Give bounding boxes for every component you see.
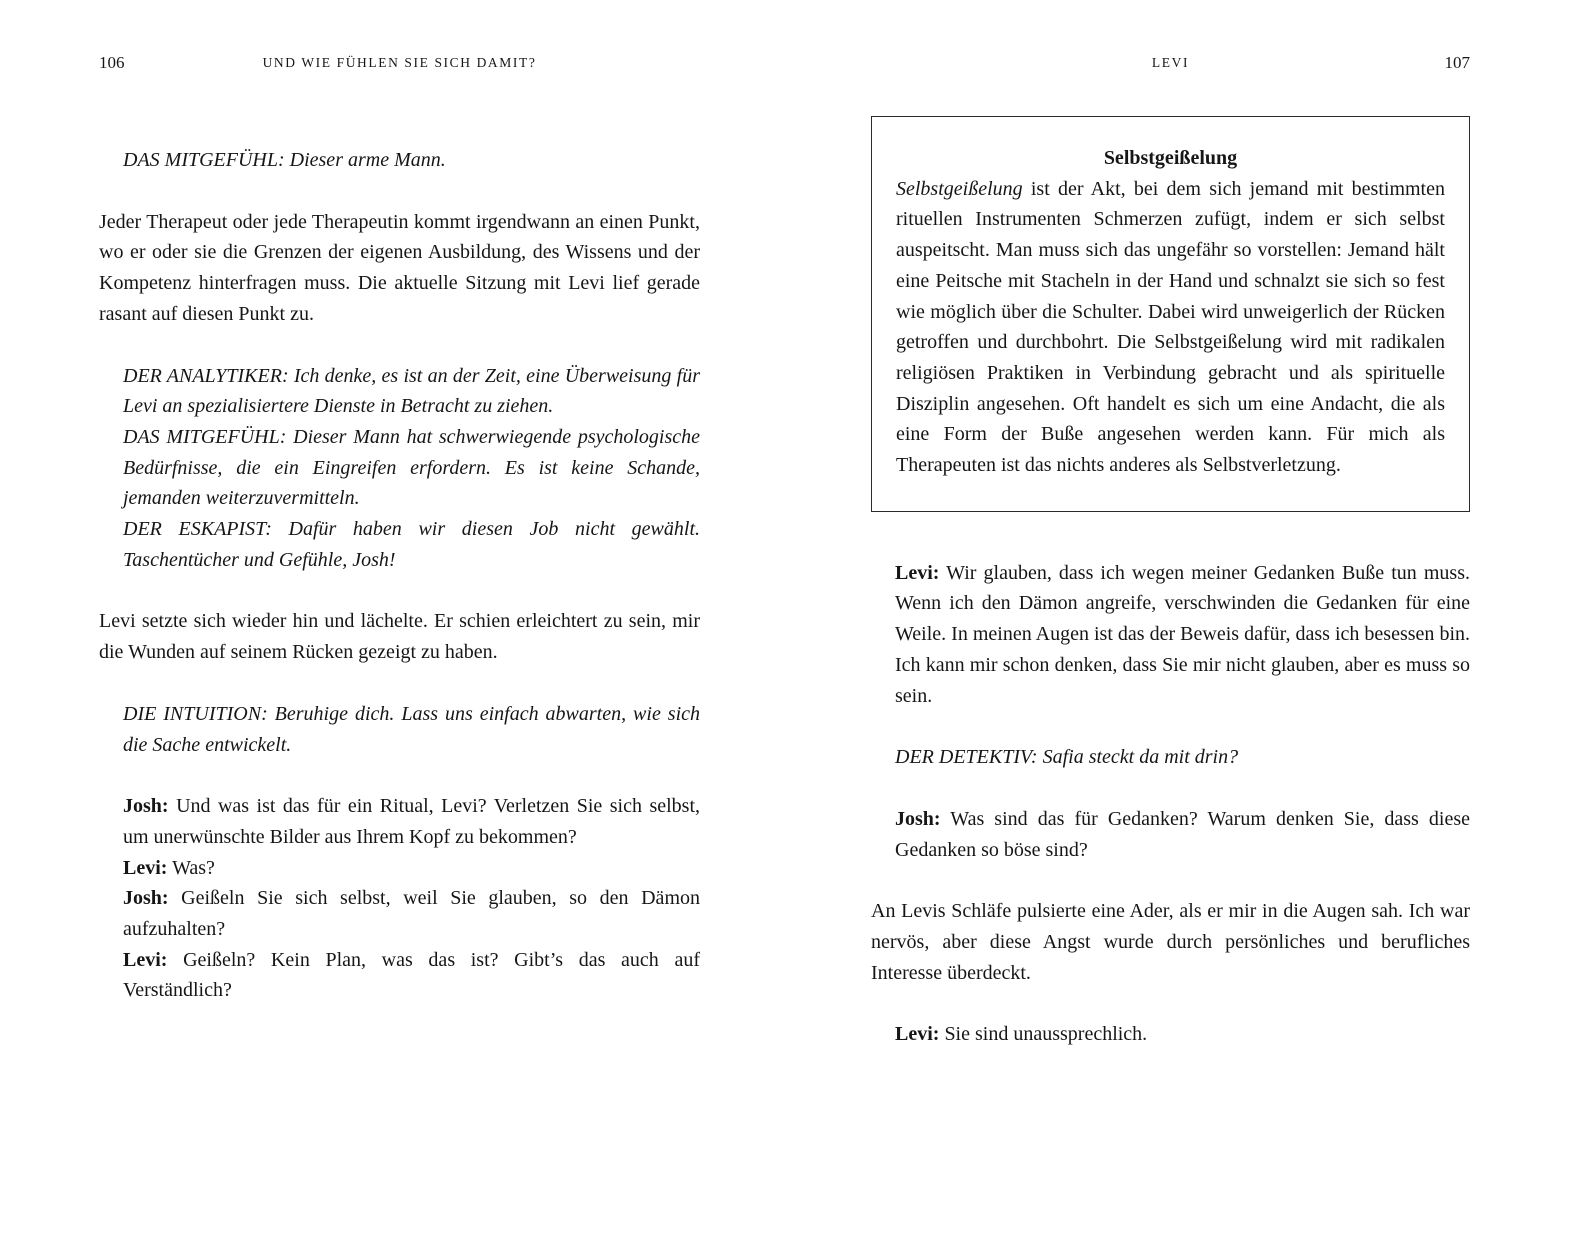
info-box-lead-italic: Selbstgeißelung [896,177,1023,200]
dialogue-line [123,883,700,944]
dialogue-line [123,945,700,1006]
dialogue-block [871,1019,1470,1050]
dialogue-text: Sie sind unaussprechlich. [944,1023,1148,1046]
dialogue-line [895,804,1470,865]
left-page-content [99,74,700,1006]
dialogue-text: Was? [172,856,215,879]
right-page [871,0,1470,1050]
paragraph-text: Levi setzte sich wieder hin und lächelte. Er schien erleichtert zu sein, mir die Wunden auf seinem Rücken gezeigt zu haben. [99,610,700,664]
inner-voice-block [871,742,1470,773]
inner-voice-line: DIE INTUITION: Beruhige dich. Lass uns einfach abwarten, wie sich die Sache entwickelt. [123,702,700,756]
paragraph-text: Jeder Therapeut oder jede Therapeutin kommt irgendwann an einen Punkt, wo er oder sie die Grenzen der eigenen Ausbildung, des Wissens und der Kompetenz hinterfragen muss. Die aktuelle Sitzung mit Levi lief gerade rasant auf diesen Punkt zu. [99,210,700,325]
right-page-number: 107 [1444,53,1470,72]
info-box-text: ist der Akt, bei dem sich jemand mit bestimmten rituellen Instrumenten Schmerzen zufügt, indem er sich selbst auspeitscht. Man muss sich das ungefähr so vorstellen: Jemand hält eine Peitsche mit Stacheln in der Hand und schnalzt sie sich so fest wie möglich über die Schulter. Dabei wird unweigerlich der Rücken getroffen und durchbohrt. Die Selbstgeißelung wird mit radikalen religiösen Praktiken in Verbindung gebracht und als spirituelle Disziplin angesehen. Oft handelt es sich um eine Andacht, die als eine Form der Buße angesehen werden kann. Für mich als Therapeuten ist das nichts anderes als Selbstverletzung. [896,177,1445,477]
dialogue-text: Wir glauben, dass ich wegen meiner Gedanken Buße tun muss. Wenn ich den Dämon angreife, verschwinden die Gedanken für eine Weile. In meinen Augen ist das der Beweis dafür, dass ich besessen bin. Ich kann mir schon denken, dass Sie mir nicht glauben, aber es muss so sein. [895,561,1470,707]
paragraph [871,896,1470,988]
inner-voice-line: DER ANALYTIKER: Ich denke, es ist an der Zeit, eine Überweisung für Levi an spezialisiertere Dienste in Betracht zu ziehen. [123,364,700,418]
speaker-label: Levi: [895,1023,940,1046]
inner-voice-block [99,361,700,576]
inner-voice-line: DER ESKAPIST: Dafür haben wir diesen Job nicht gewählt. Taschentücher und Gefühle, Josh! [123,518,700,571]
info-box-body [896,174,1445,481]
dialogue-text: Geißeln? Kein Plan, was das ist? Gibt’s das auch auf Verständlich? [123,948,700,1002]
dialogue-block [871,804,1470,865]
dialogue-text: Was sind das für Gedanken? Warum denken Sie, dass diese Gedanken so böse sind? [895,807,1471,861]
speaker-label: Levi: [895,561,940,584]
dialogue-line [123,791,700,852]
left-page [99,0,700,1006]
dialogue-line [895,558,1470,712]
paragraph-text: An Levis Schläfe pulsierte eine Ader, als er mir in die Augen sah. Ich war nervös, aber diese Angst wurde durch persönliches und berufliches Interesse überdeckt. [871,900,1470,984]
paragraph [99,606,700,667]
right-running-head: LEVI [1151,55,1190,70]
speaker-label: Josh: [123,795,169,818]
speaker-label: Josh: [123,887,169,910]
inner-voice-line: DAS MITGEFÜHL: Dieser arme Mann. [123,149,446,171]
info-box-title: Selbstgeißelung [1103,147,1238,169]
speaker-label: Levi: [123,948,168,971]
dialogue-text: Geißeln Sie sich selbst, weil Sie glauben, so den Dämon aufzuhalten? [123,887,700,941]
right-page-header [871,52,1470,74]
dialogue-line [895,1019,1470,1050]
inner-voice-block [99,145,700,176]
speaker-label: Levi: [123,856,168,879]
paragraph [99,207,700,330]
dialogue-block [99,791,700,1006]
dialogue-block [871,558,1470,712]
inner-voice-line: DER DETEKTIV: Safia steckt da mit drin? [895,746,1239,769]
right-page-content [871,74,1470,1050]
dialogue-line [123,853,700,884]
inner-voice-block [99,699,700,760]
inner-voice-line: DAS MITGEFÜHL: Dieser Mann hat schwerwiegende psychologische Bedürfnisse, die ein Eingreifen erfordern. Es ist keine Schande, jemanden weiterzuvermitteln. [123,425,700,510]
left-running-head: UND WIE FÜHLEN SIE SICH DAMIT? [262,55,537,70]
dialogue-text: Und was ist das für ein Ritual, Levi? Verletzen Sie sich selbst, um unerwünschte Bilder aus Ihrem Kopf zu bekommen? [123,795,701,848]
left-page-header [99,52,700,74]
info-box [871,116,1470,512]
left-page-number: 106 [99,53,125,72]
speaker-label: Josh: [895,807,941,830]
